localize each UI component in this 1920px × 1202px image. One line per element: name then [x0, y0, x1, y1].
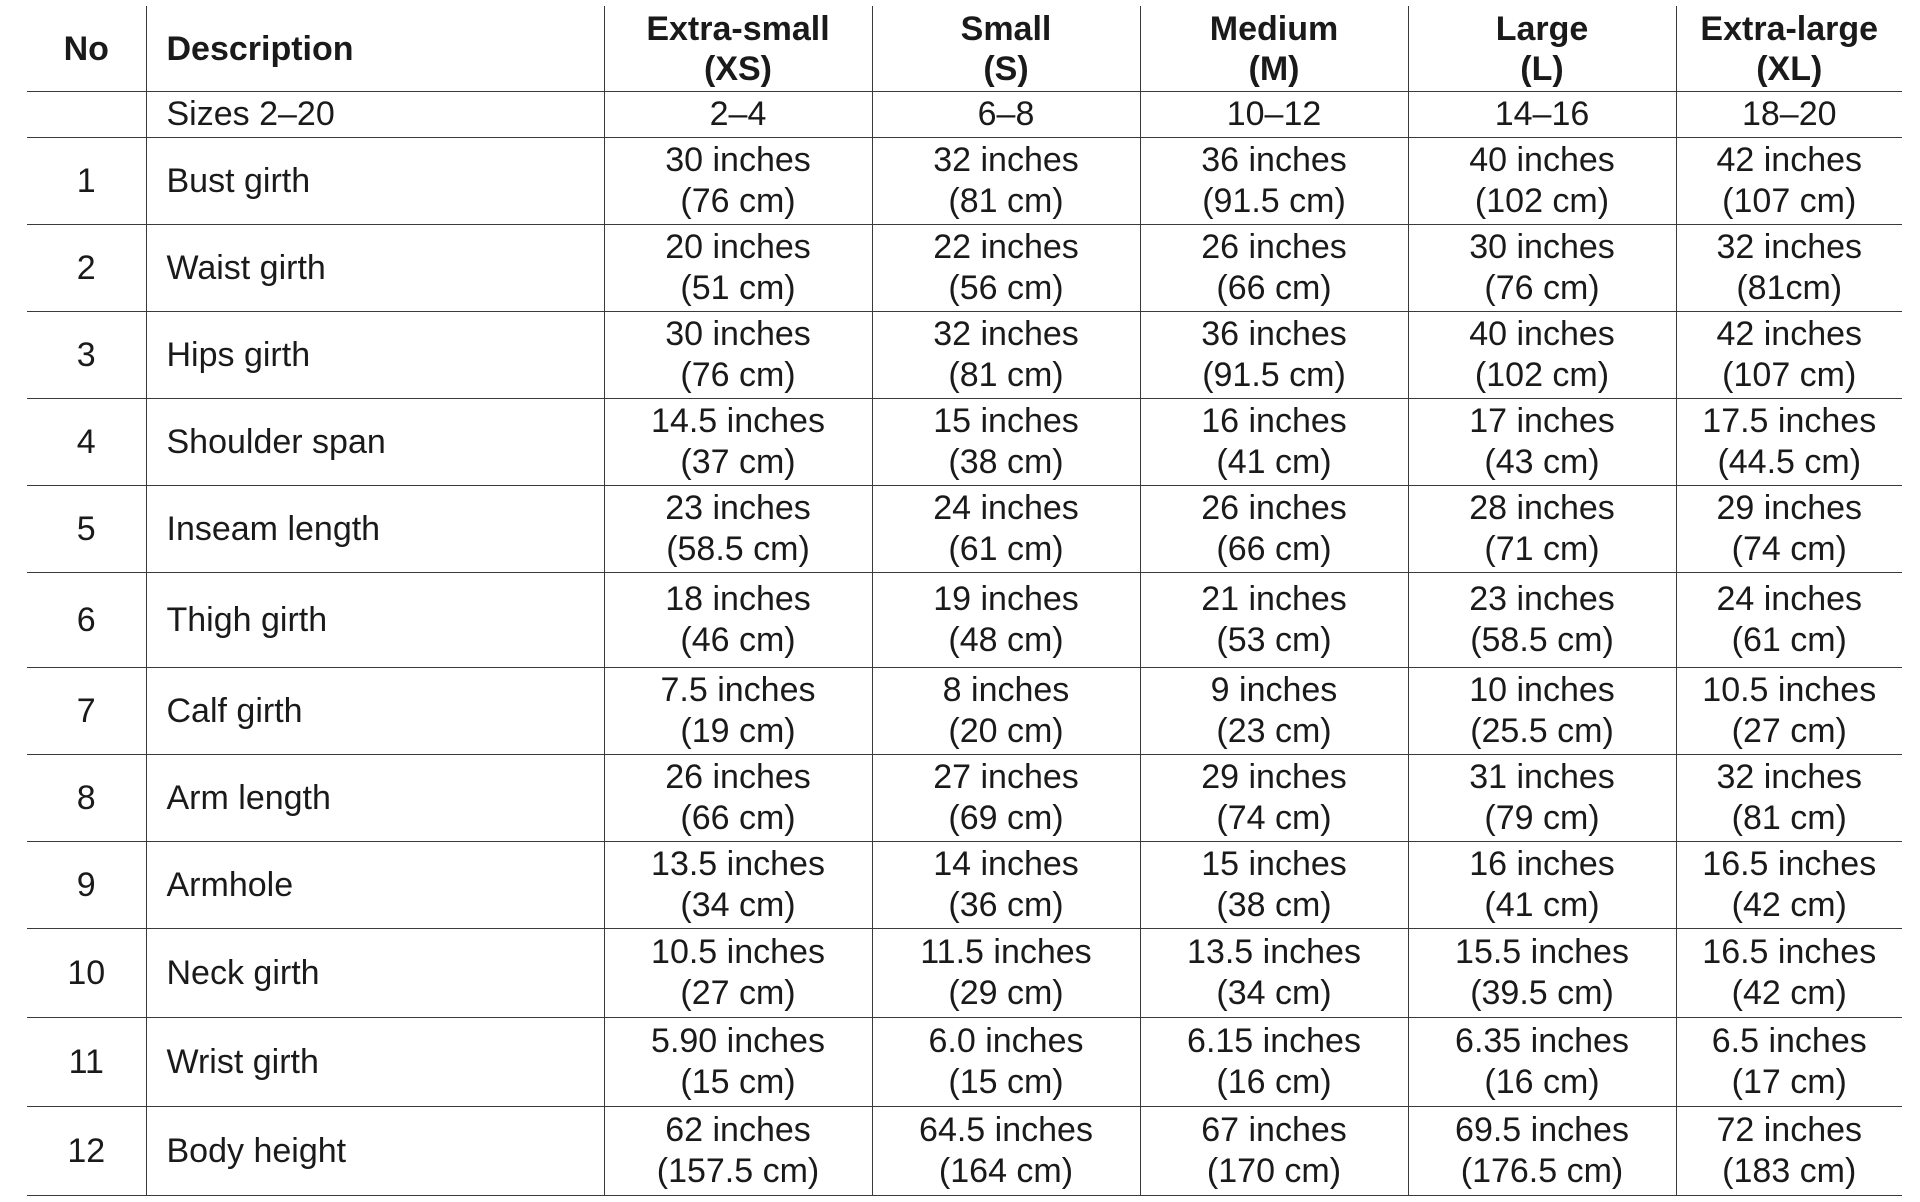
measurement-cm: (66 cm): [680, 799, 796, 837]
measurement-inches: 72 inches: [1716, 1111, 1863, 1149]
measurement-inches: 62 inches: [665, 1111, 811, 1149]
measurement-inches: 67 inches: [1201, 1111, 1347, 1149]
table-row: [27, 929, 1902, 1018]
measurement-cell: [1408, 668, 1676, 755]
measurement-cm: (37 cm): [680, 443, 796, 481]
measurement-cell: [1676, 225, 1902, 312]
measurement-cm: (23 cm): [1216, 712, 1332, 750]
row-description: Inseam length: [146, 486, 604, 573]
measurement-inches: 10.5 inches: [1702, 671, 1877, 709]
measurement-cm: (91.5 cm): [1202, 182, 1346, 220]
row-number: 6: [27, 573, 146, 668]
measurement-cm: (69 cm): [948, 799, 1064, 837]
measurement-cm: (41 cm): [1216, 443, 1332, 481]
measurement-inches: 7.5 inches: [660, 671, 816, 709]
measurement-cell: [604, 573, 872, 668]
measurement-cm: (74 cm): [1731, 530, 1847, 568]
measurement-cell: [1140, 1107, 1408, 1196]
measurement-cm: (157.5 cm): [656, 1152, 820, 1190]
measurement-inches: 23 inches: [1469, 580, 1615, 618]
measurement-inches: 24 inches: [1716, 580, 1863, 618]
row-description: Waist girth: [146, 225, 604, 312]
header-size-xs: [604, 6, 872, 92]
measurement-cell: [1676, 1018, 1902, 1107]
measurement-cell: [872, 668, 1140, 755]
measurement-inches: 9 inches: [1210, 671, 1338, 709]
row-number: 5: [27, 486, 146, 573]
measurement-cell: [1140, 929, 1408, 1018]
measurement-inches: 32 inches: [933, 141, 1079, 179]
measurement-cm: (25.5 cm): [1470, 712, 1614, 750]
row-description: Shoulder span: [146, 399, 604, 486]
measurement-inches: 13.5 inches: [1187, 933, 1361, 971]
measurement-cm: (81 cm): [1731, 799, 1847, 837]
measurement-cell: [872, 138, 1140, 225]
measurement-cm: (27 cm): [1731, 712, 1847, 750]
measurement-cell: [1408, 312, 1676, 399]
measurement-cm: (81cm): [1736, 269, 1843, 307]
measurement-cell: [604, 842, 872, 929]
measurement-cm: (44.5 cm): [1717, 443, 1862, 481]
header-size-name: Extra-small: [646, 9, 830, 48]
measurement-inches: 32 inches: [1716, 228, 1863, 266]
header-no: No: [27, 6, 146, 92]
measurement-cm: (107 cm): [1722, 182, 1857, 220]
measurement-cell: [1676, 668, 1902, 755]
header-description: Description: [146, 6, 604, 92]
measurement-cm: (74 cm): [1216, 799, 1332, 837]
measurement-inches: 32 inches: [1716, 758, 1863, 796]
measurement-inches: 10 inches: [1469, 671, 1615, 709]
measurement-cell: [1140, 225, 1408, 312]
table-row: [27, 486, 1902, 573]
measurement-cell: [1140, 312, 1408, 399]
measurement-cell: [1408, 842, 1676, 929]
measurement-inches: 24 inches: [933, 489, 1079, 527]
table-row: [27, 573, 1902, 668]
measurement-cell: [1676, 138, 1902, 225]
measurement-cell: [1408, 573, 1676, 668]
measurement-cell: [1676, 486, 1902, 573]
measurement-cm: (107 cm): [1722, 356, 1857, 394]
measurement-cm: (53 cm): [1216, 621, 1332, 659]
header-size-code: (XL): [1756, 49, 1823, 88]
header-size-name: Medium: [1209, 9, 1339, 48]
measurement-inches: 32 inches: [933, 315, 1079, 353]
measurement-cell: [1408, 755, 1676, 842]
measurement-cm: (102 cm): [1474, 356, 1610, 394]
measurement-cell: [1676, 755, 1902, 842]
measurement-cell: [1140, 486, 1408, 573]
measurement-inches: 6.15 inches: [1187, 1022, 1361, 1060]
measurement-inches: 20 inches: [665, 228, 811, 266]
measurement-cm: (91.5 cm): [1202, 356, 1346, 394]
header-size-code: (XS): [704, 49, 772, 88]
size-chart-table: [27, 6, 1902, 1196]
measurement-cell: [872, 1018, 1140, 1107]
measurement-inches: 42 inches: [1716, 315, 1863, 353]
measurement-cell: [872, 1107, 1140, 1196]
measurement-inches: 11.5 inches: [920, 933, 1092, 971]
header-size-xl: [1676, 6, 1902, 92]
measurement-cm: (76 cm): [1484, 269, 1600, 307]
measurement-inches: 40 inches: [1469, 315, 1615, 353]
measurement-inches: 30 inches: [665, 141, 811, 179]
sizes-row: [27, 92, 1902, 138]
size-range-cell: 2–4: [604, 92, 872, 138]
row-number: 2: [27, 225, 146, 312]
measurement-cm: (58.5 cm): [666, 530, 810, 568]
measurement-inches: 14 inches: [933, 845, 1079, 883]
measurement-inches: 29 inches: [1201, 758, 1347, 796]
measurement-cell: [872, 486, 1140, 573]
measurement-cell: [1676, 842, 1902, 929]
header-size-code: (L): [1520, 49, 1564, 88]
row-number: 11: [27, 1018, 146, 1107]
row-description: Calf girth: [146, 668, 604, 755]
measurement-inches: 30 inches: [665, 315, 811, 353]
measurement-cm: (170 cm): [1206, 1152, 1342, 1190]
measurement-inches: 16 inches: [1469, 845, 1615, 883]
measurement-cm: (183 cm): [1722, 1152, 1857, 1190]
measurement-cm: (19 cm): [680, 712, 796, 750]
table-header: [27, 6, 1902, 92]
row-number: 3: [27, 312, 146, 399]
header-size-name: Small: [960, 9, 1052, 48]
row-number: 7: [27, 668, 146, 755]
measurement-cell: [604, 1107, 872, 1196]
measurement-cm: (58.5 cm): [1470, 621, 1614, 659]
measurement-inches: 13.5 inches: [651, 845, 825, 883]
measurement-inches: 8 inches: [942, 671, 1070, 709]
measurement-cell: [1140, 138, 1408, 225]
measurement-cell: [604, 312, 872, 399]
measurement-cell: [604, 755, 872, 842]
measurement-cm: (102 cm): [1474, 182, 1610, 220]
row-number: 8: [27, 755, 146, 842]
measurement-cm: (15 cm): [948, 1063, 1064, 1101]
table-row: [27, 1018, 1902, 1107]
measurement-inches: 36 inches: [1201, 315, 1347, 353]
measurement-cm: (56 cm): [948, 269, 1064, 307]
measurement-cm: (48 cm): [948, 621, 1064, 659]
header-size-m: [1140, 6, 1408, 92]
measurement-cm: (29 cm): [948, 974, 1064, 1012]
measurement-cm: (27 cm): [680, 974, 796, 1012]
measurement-cm: (42 cm): [1731, 886, 1847, 924]
measurement-cm: (81 cm): [948, 182, 1064, 220]
header-size-name: Large: [1495, 9, 1589, 48]
measurement-cell: [872, 573, 1140, 668]
measurement-inches: 15 inches: [1201, 845, 1347, 883]
row-description: Armhole: [146, 842, 604, 929]
row-number: 4: [27, 399, 146, 486]
measurement-cell: [1676, 573, 1902, 668]
measurement-cell: [1408, 399, 1676, 486]
measurement-inches: 6.0 inches: [928, 1022, 1084, 1060]
measurement-inches: 5.90 inches: [651, 1022, 825, 1060]
measurement-inches: 17 inches: [1469, 402, 1615, 440]
measurement-cell: [1676, 1107, 1902, 1196]
measurement-inches: 29 inches: [1716, 489, 1863, 527]
measurement-inches: 10.5 inches: [651, 933, 825, 971]
measurement-cell: [604, 668, 872, 755]
measurement-inches: 21 inches: [1201, 580, 1347, 618]
header-size-l: [1408, 6, 1676, 92]
table-body: [27, 92, 1902, 1196]
measurement-cell: [872, 929, 1140, 1018]
row-description: Bust girth: [146, 138, 604, 225]
measurement-cell: [872, 755, 1140, 842]
measurement-cm: (51 cm): [680, 269, 796, 307]
measurement-cell: [1408, 225, 1676, 312]
measurement-cm: (61 cm): [1731, 621, 1847, 659]
measurement-cm: (76 cm): [680, 182, 796, 220]
measurement-cell: [1140, 573, 1408, 668]
measurement-cm: (38 cm): [1216, 886, 1332, 924]
measurement-cm: (81 cm): [948, 356, 1064, 394]
measurement-inches: 31 inches: [1469, 758, 1615, 796]
measurement-cm: (176.5 cm): [1460, 1152, 1624, 1190]
sizes-row-no: [27, 92, 146, 138]
measurement-cm: (15 cm): [680, 1063, 796, 1101]
header-size-name: Extra-large: [1700, 9, 1879, 48]
measurement-cm: (61 cm): [948, 530, 1064, 568]
size-range-cell: 14–16: [1408, 92, 1676, 138]
measurement-cm: (41 cm): [1484, 886, 1600, 924]
measurement-cell: [1140, 1018, 1408, 1107]
measurement-cell: [1140, 842, 1408, 929]
measurement-inches: 27 inches: [933, 758, 1079, 796]
measurement-inches: 40 inches: [1469, 141, 1615, 179]
measurement-cm: (46 cm): [680, 621, 796, 659]
table-row: [27, 312, 1902, 399]
measurement-cm: (164 cm): [938, 1152, 1074, 1190]
measurement-cell: [1408, 138, 1676, 225]
measurement-cm: (76 cm): [680, 356, 796, 394]
measurement-cell: [604, 1018, 872, 1107]
table-row: [27, 668, 1902, 755]
measurement-cell: [1408, 1018, 1676, 1107]
measurement-cell: [1676, 929, 1902, 1018]
row-description: Body height: [146, 1107, 604, 1196]
measurement-cell: [1140, 668, 1408, 755]
header-size-code: (M): [1248, 49, 1300, 88]
measurement-cm: (43 cm): [1484, 443, 1600, 481]
measurement-cm: (38 cm): [948, 443, 1064, 481]
measurement-cell: [604, 225, 872, 312]
measurement-cm: (79 cm): [1484, 799, 1600, 837]
measurement-inches: 26 inches: [1201, 228, 1347, 266]
measurement-inches: 30 inches: [1469, 228, 1615, 266]
measurement-cell: [1140, 755, 1408, 842]
measurement-cell: [1408, 486, 1676, 573]
measurement-cell: [872, 399, 1140, 486]
measurement-cell: [604, 138, 872, 225]
measurement-inches: 15 inches: [933, 402, 1079, 440]
measurement-inches: 6.35 inches: [1455, 1022, 1629, 1060]
measurement-inches: 26 inches: [665, 758, 811, 796]
measurement-cell: [872, 225, 1140, 312]
measurement-inches: 16.5 inches: [1702, 845, 1877, 883]
measurement-cell: [1676, 312, 1902, 399]
measurement-cm: (34 cm): [680, 886, 796, 924]
measurement-inches: 6.5 inches: [1711, 1022, 1867, 1060]
measurement-inches: 64.5 inches: [919, 1111, 1093, 1149]
measurement-inches: 26 inches: [1201, 489, 1347, 527]
measurement-cm: (17 cm): [1731, 1063, 1847, 1101]
size-range-cell: 6–8: [872, 92, 1140, 138]
measurement-cm: (36 cm): [948, 886, 1064, 924]
header-row: [27, 6, 1902, 92]
row-description: Thigh girth: [146, 573, 604, 668]
measurement-cm: (34 cm): [1216, 974, 1332, 1012]
measurement-inches: 23 inches: [665, 489, 811, 527]
measurement-inches: 19 inches: [933, 580, 1079, 618]
measurement-cell: [604, 929, 872, 1018]
measurement-cm: (16 cm): [1216, 1063, 1332, 1101]
measurement-cell: [604, 399, 872, 486]
header-size-s: [872, 6, 1140, 92]
row-description: Wrist girth: [146, 1018, 604, 1107]
sizes-row-label: Sizes 2–20: [146, 92, 604, 138]
measurement-inches: 17.5 inches: [1702, 402, 1877, 440]
measurement-cell: [1140, 399, 1408, 486]
table-row: [27, 138, 1902, 225]
row-description: Hips girth: [146, 312, 604, 399]
size-range-cell: 18–20: [1676, 92, 1902, 138]
measurement-inches: 16.5 inches: [1702, 933, 1877, 971]
table-row: [27, 225, 1902, 312]
measurement-cm: (16 cm): [1484, 1063, 1600, 1101]
row-number: 9: [27, 842, 146, 929]
measurement-inches: 36 inches: [1201, 141, 1347, 179]
size-range-cell: 10–12: [1140, 92, 1408, 138]
measurement-cell: [872, 312, 1140, 399]
measurement-inches: 22 inches: [933, 228, 1079, 266]
measurement-cm: (66 cm): [1216, 530, 1332, 568]
measurement-cell: [604, 486, 872, 573]
measurement-cell: [1408, 1107, 1676, 1196]
measurement-cell: [872, 842, 1140, 929]
table-row: [27, 1107, 1902, 1196]
row-number: 1: [27, 138, 146, 225]
measurement-inches: 69.5 inches: [1455, 1111, 1629, 1149]
measurement-inches: 42 inches: [1716, 141, 1863, 179]
measurement-cm: (20 cm): [948, 712, 1064, 750]
measurement-cm: (39.5 cm): [1470, 974, 1614, 1012]
row-description: Neck girth: [146, 929, 604, 1018]
measurement-cm: (71 cm): [1484, 530, 1600, 568]
measurement-inches: 18 inches: [665, 580, 811, 618]
measurement-inches: 28 inches: [1469, 489, 1615, 527]
measurement-inches: 14.5 inches: [651, 402, 825, 440]
table-row: [27, 755, 1902, 842]
row-number: 12: [27, 1107, 146, 1196]
measurement-inches: 15.5 inches: [1455, 933, 1629, 971]
row-description: Arm length: [146, 755, 604, 842]
measurement-cm: (66 cm): [1216, 269, 1332, 307]
measurement-cell: [1676, 399, 1902, 486]
header-size-code: (S): [983, 49, 1029, 88]
table-row: [27, 399, 1902, 486]
measurement-cm: (42 cm): [1731, 974, 1847, 1012]
measurement-inches: 16 inches: [1201, 402, 1347, 440]
row-number: 10: [27, 929, 146, 1018]
table-row: [27, 842, 1902, 929]
measurement-cell: [1408, 929, 1676, 1018]
